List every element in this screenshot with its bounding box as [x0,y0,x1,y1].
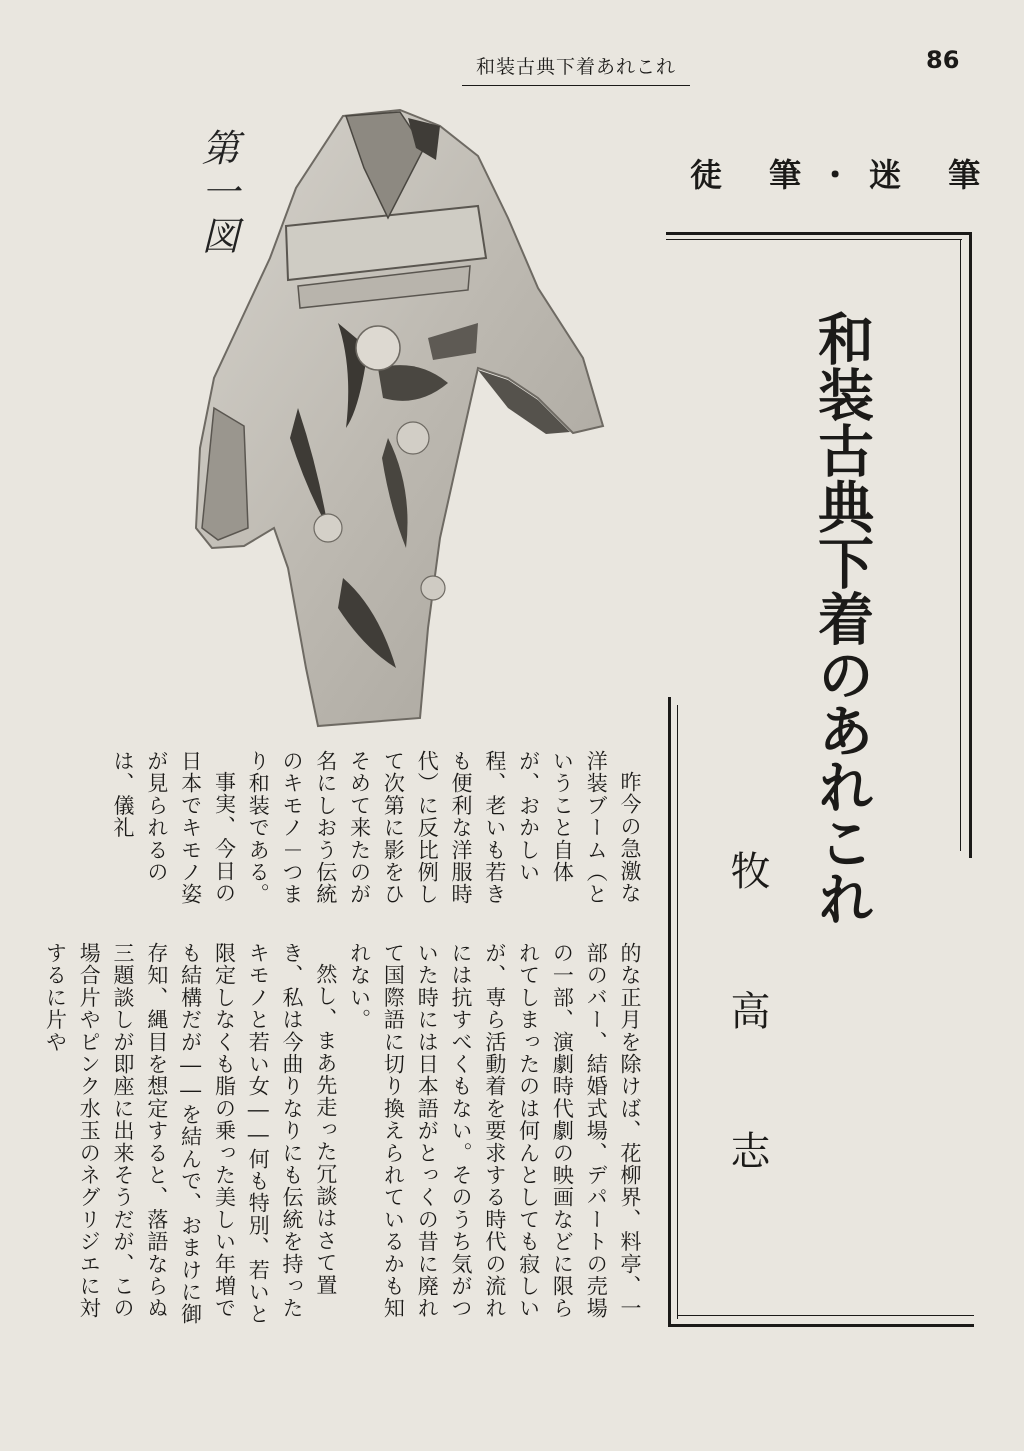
body-text-upper [111,750,646,926]
running-header: 和装古典下着あれこれ [462,52,690,86]
figure-caption: 第一図 [195,128,239,260]
author-name: 牧高志 [724,850,770,1270]
title-frame-rule [677,705,678,1319]
paragraph: 然し、まあ先走った冗談はさて置き、私は今曲りなりにも伝統を持ったキモノと若い女――何も特別、若いと限定しなくも脂の乗った美しい年増でも結構だが――を結んで、おまけに御存知、縄目を想定すると、落語ならぬ三題談しが即座に出来そうだが、この場合片やピンク水玉のネグリジエに対するに片や [43,942,338,1326]
paragraph: 昨今の急激な洋装ブーム（ということ自体が、おかしい程、老いも若きも便利な洋服時代）に反比例して次第に影をひそめて来たのが名にしおう伝統のキモノ－つまり和装である。 [246,750,642,906]
series-label: 徒 筆・迷 筆 [690,156,999,194]
body-text-lower [43,942,646,1337]
title-frame-rule [960,239,961,851]
title-frame-rule [666,239,962,240]
article-title: 和装古典下着のあれこれ [809,310,874,926]
kimono-photo [178,108,618,730]
title-frame-rule [969,232,972,858]
title-frame-rule [677,1315,974,1316]
kimono-photo-icon [178,108,618,730]
title-frame-rule [666,232,972,235]
page-number: 86 [926,46,960,74]
title-frame-rule [668,697,671,1327]
paragraph: 事実、今日の日本でキモノ姿が見られるのは、儀礼 [111,750,237,906]
title-frame-rule [668,1324,974,1327]
paragraph: 的な正月を除けば、花柳界、料亭、一部のバー、結婚式場、デパートの売場の一部、演劇時代劇の映画などに限られてしまったのは何んとしても寂しいが、専ら活動着を要求する時代の流れには抗すべくもない。そのうち気がついた時には日本語がとっくの昔に廃れて国際語に切り換えられているかも知れない。 [347,942,642,1320]
